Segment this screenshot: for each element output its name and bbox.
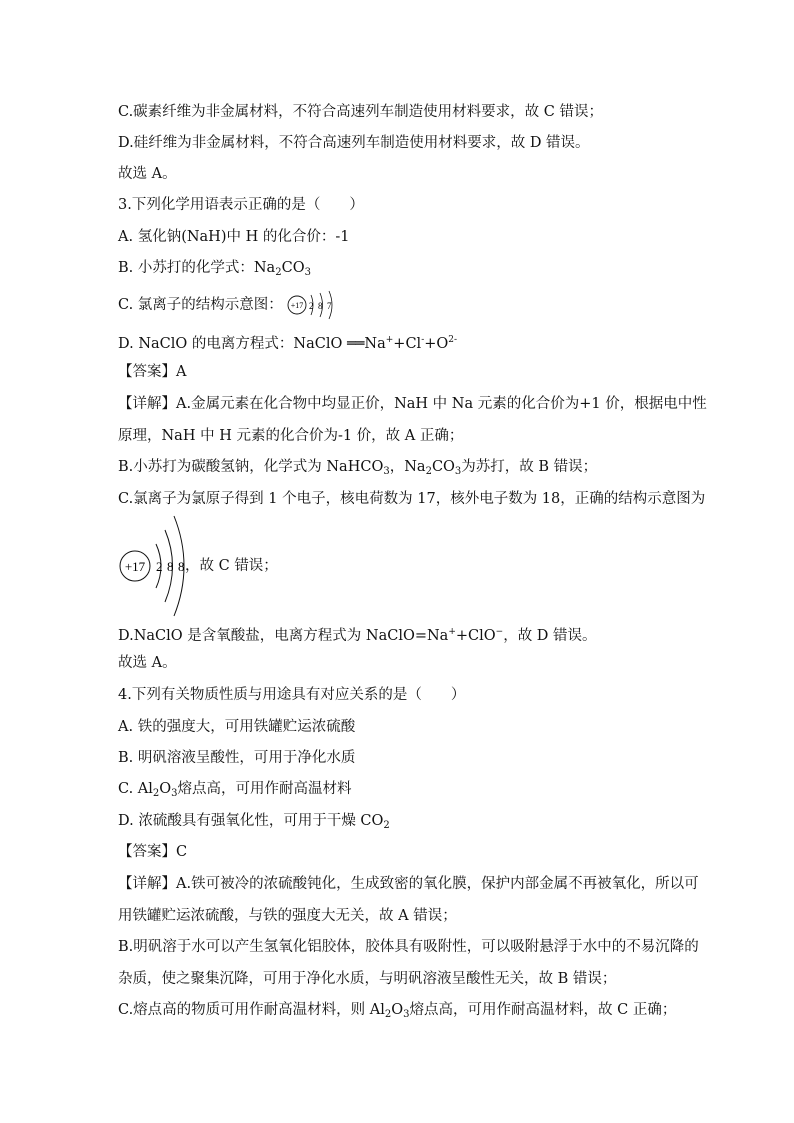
detail-line: B.小苏打为碳酸氢钠，化学式为 NaHCO$_3$，$Na_2CO_3$为苏打，故 B 错误； (118, 459, 598, 477)
option-4d: D. 浓硫酸具有强氧化性，可用于干燥 $CO_2$ (118, 813, 390, 831)
shell-label: 8 (318, 301, 323, 311)
detail-line: 杂质，使之聚集沉降，可用于净化水质，与明矾溶液呈酸性无关，故 B 错误； (118, 971, 617, 987)
option-3c: C. 氯离子的结构示意图： +17 2 8 7 (118, 290, 341, 320)
option-3d: D. NaClO 的电离方程式：NaClO $══Na^++Cl^-+O^{2-}$ (118, 335, 458, 352)
detail-line: C.氯离子为氯原子得到 1 个电子，核电荷数为 17，核外电子数为 18，正确的结构示意图为 (118, 491, 706, 507)
text-line: 故选 A。 (118, 166, 177, 182)
detail-line: 【详解】A.铁可被冷的浓硫酸钝化，生成致密的氧化膜，保护内部金属不再被氧化，所以可 (118, 876, 699, 892)
question-3: 3.下列化学用语表示正确的是（ ） (118, 197, 364, 213)
question-4: 4.下列有关物质性质与用途具有对应关系的是（ ） (118, 687, 466, 703)
detail-line: 原理，NaH 中 H 元素的化合价为-1 价，故 A 正确； (118, 428, 464, 444)
option-4b: B. 明矾溶液呈酸性，可用于净化水质 (118, 750, 356, 766)
option-4a: A. 铁的强度大，可用铁罐贮运浓硫酸 (118, 719, 356, 735)
detail-line: B.明矾溶于水可以产生氢氧化铝胶体，胶体具有吸附性，可以吸附悬浮于水中的不易沉降的 (118, 939, 699, 955)
answer-3: 【答案】A (118, 364, 187, 380)
option-3b: B. 小苏打的化学式：$Na_2CO_3$ (118, 260, 311, 278)
nucleus-label: +17 (291, 301, 304, 310)
answer-4: 【答案】C (118, 844, 188, 860)
text-line: C.碳素纤维为非金属材料，不符合高速列车制造使用材料要求，故 C 错误； (118, 104, 603, 120)
shell-label: 8 (167, 559, 174, 574)
nucleus-label: +17 (124, 559, 146, 574)
shell-label: 2 (309, 301, 314, 311)
detail-line: C.熔点高的物质可用作耐高温材料，则 $Al_2O_3$熔点高，可用作耐高温材料，故 C 正确； (118, 1002, 677, 1020)
text-line: 故选 A。 (118, 655, 177, 671)
option-3a: A. 氢化钠(NaH)中 H 的化合价：-1 (118, 229, 350, 245)
detail-line: 【详解】A.金属元素在化合物中均显正价，NaH 中 Na 元素的化合价为+1 价，根据电中性 (118, 396, 707, 412)
shell-label: 2 (156, 559, 163, 574)
detail-line: 用铁罐贮运浓硫酸，与铁的强度大无关，故 A 错误； (118, 908, 457, 924)
text-line: D.硅纤维为非金属材料，不符合高速列车制造使用材料要求，故 D 错误。 (118, 135, 590, 151)
chloride-ion-diagram-small (287, 290, 341, 320)
option-4c: C. $Al_2O_3$熔点高，可用作耐高温材料 (118, 781, 352, 799)
detail-line: ，故 C 错误； (185, 558, 278, 574)
shell-label: 7 (327, 301, 332, 311)
shell-label: 8 (178, 559, 185, 574)
detail-line: D.NaClO 是含氧酸盐，电离方程式为 NaClO=Na++ClO−，故 D 错误。 (118, 627, 597, 644)
